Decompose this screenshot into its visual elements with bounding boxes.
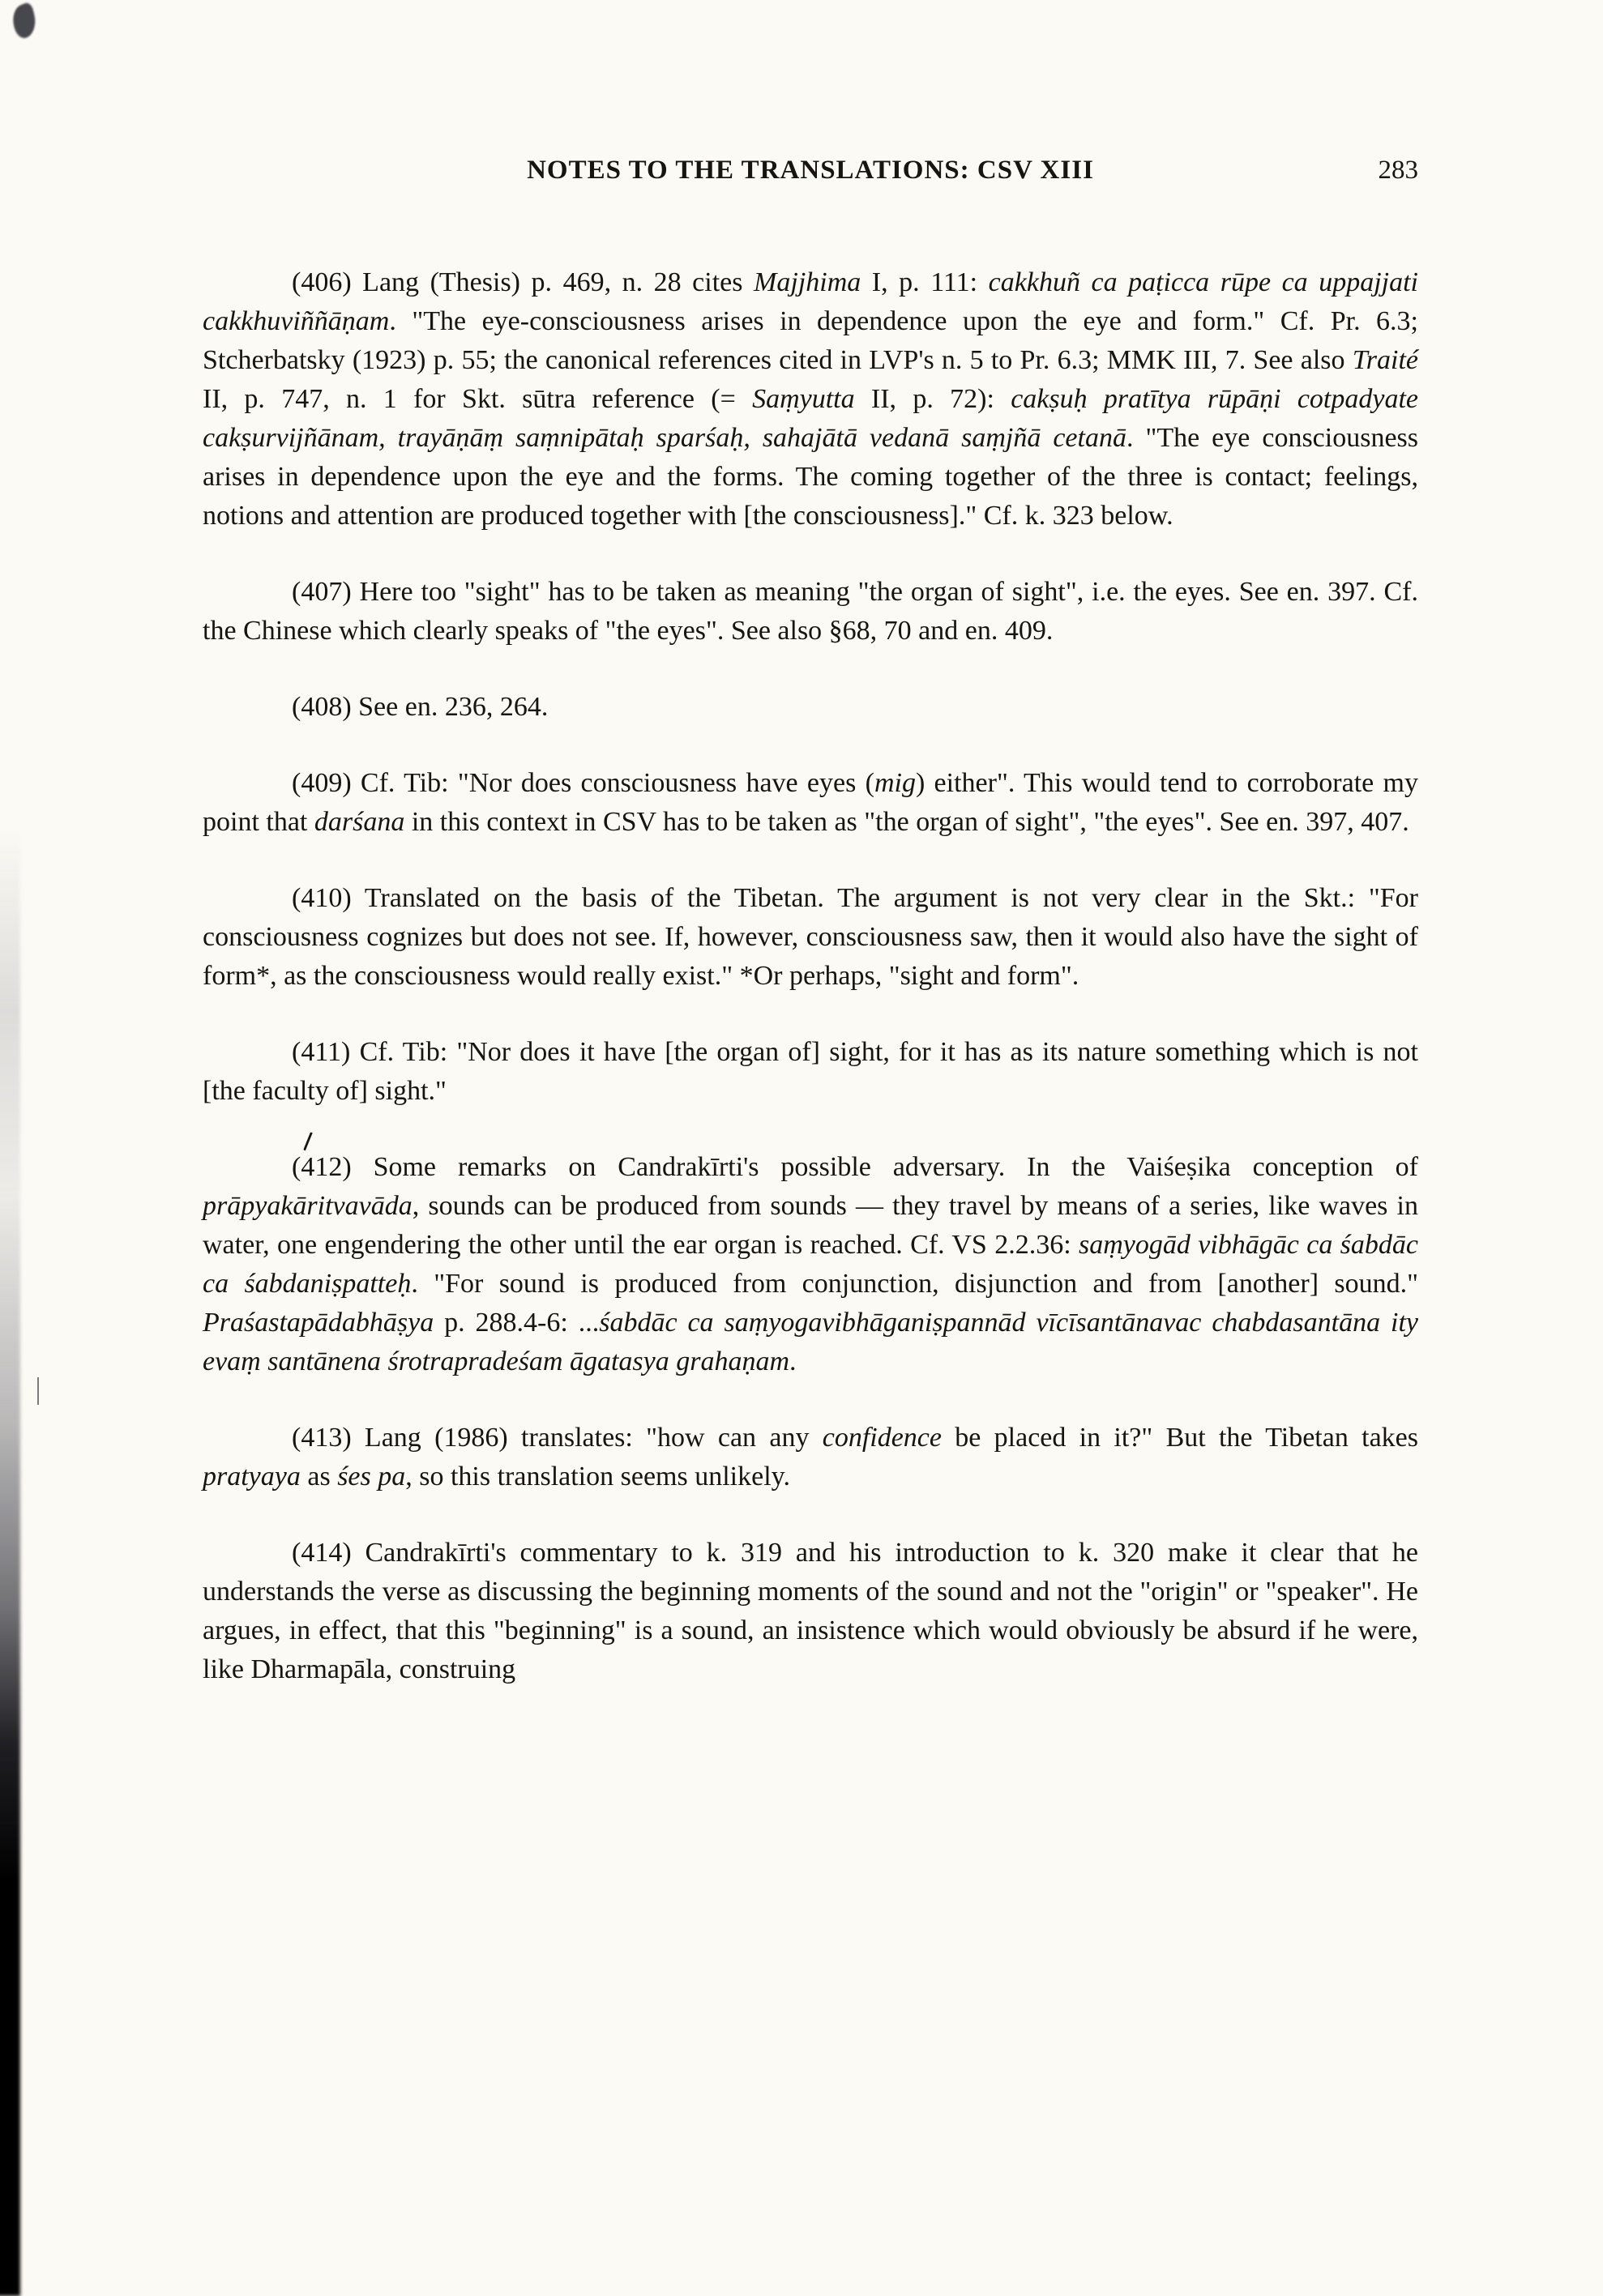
text-run: (407) Here too "sight" has to be taken as meaning "the organ of sight", i.e. the eyes. See en. 397. Cf. the Chinese which clearly speaks of "the eyes". See also §68, 70 and en. 409. (203, 577, 1418, 646)
italic-run: darśana (314, 807, 405, 837)
text-run: ) either". This would tend to corroborate my point that (203, 768, 1418, 837)
text-run: (406) Lang (Thesis) p. 469, n. 28 cites (292, 267, 754, 297)
italic-run: Saṃyutta (752, 384, 855, 414)
footnote-407 (203, 573, 1418, 651)
text-run: (409) Cf. Tib: "Nor does consciousness have eyes ( (292, 768, 874, 798)
text-run: , so this translation seems unlikely. (405, 1462, 790, 1492)
text-run: . "The eye consciousness arises in dependence upon the eye and the forms. The coming together of the three is contact; feelings, notions and attention are produced together with [the consciousness]." Cf. k. 323 below. (203, 423, 1418, 531)
italic-run: Traité (1352, 345, 1418, 375)
footnote-412 (203, 1148, 1418, 1381)
text-run: . "The eye-consciousness arises in dependence upon the eye and form." Cf. Pr. 6.3; Stcherbatsky (1923) p. 55; the canonical references cited in LVP's n. 5 to Pr. 6.3; MMK III, 7. See also (203, 306, 1418, 375)
page-header (203, 156, 1418, 186)
footnote-411 (203, 1033, 1418, 1111)
italic-run: śabdāc ca saṃyogavibhāganiṣpannād vīcīsantānavac chabdasantāna ity evaṃ santānena śrotrapradeśam āgatasya grahaṇam (203, 1308, 1418, 1376)
text-run: (410) Translated on the basis of the Tibetan. The argument is not very clear in the Skt.: "For consciousness cognizes but does not see. If, however, consciousness saw, then it would also have the sight of form*, as the consciousness would really exist." *Or perhaps, "sight and form". (203, 883, 1418, 991)
page-title: NOTES TO THE TRANSLATIONS: CSV XIII (527, 156, 1094, 185)
footnote-409 (203, 764, 1418, 842)
text-block (203, 156, 1418, 1726)
text-run: I, p. 111: (861, 267, 989, 297)
footnote-408 (203, 688, 1418, 727)
text-run: (411) Cf. Tib: "Nor does it have [the organ of] sight, for it has as its nature something which is not [the faculty of] sight." (203, 1037, 1418, 1106)
text-run: (413) Lang (1986) translates: "how can any (292, 1423, 823, 1453)
binding-shadow (0, 0, 20, 2296)
italic-run: prāpyakāritvavāda (203, 1191, 413, 1221)
text-run: II, p. 747, n. 1 for Skt. sūtra reference (= (203, 384, 753, 414)
footnote-410 (203, 879, 1418, 996)
text-run: (414) Candrakīrti's commentary to k. 319 and his introduction to k. 320 make it clear that he understands the verse as discussing the beginning moments of the sound and not the "origin" or "speaker". He argues, in effect, that this "beginning" is a sound, an insistence which would obviously be absurd if he were, like Dharmapāla, construing (203, 1538, 1418, 1684)
text-run: as (300, 1462, 338, 1492)
italic-run: Praśastapādabhāṣya (203, 1308, 434, 1338)
text-run: p. 288.4-6: ... (434, 1308, 600, 1338)
margin-mark (37, 1377, 39, 1405)
text-run: be placed in it?" But the Tibetan takes (942, 1423, 1418, 1453)
italic-run: pratyaya (203, 1462, 301, 1492)
italic-run: śes pa (337, 1462, 406, 1492)
text-run: (412) Some remarks on Candrakīrti's possible adversary. In the Vaiśeṣika conception of (292, 1152, 1418, 1182)
text-run: . "For sound is produced from conjunction, disjunction and from [another] sound." (411, 1269, 1418, 1299)
text-run: , sounds can be produced from sounds — they travel by means of a series, like waves in water, one engendering the other until the ear organ is reached. Cf. VS 2.2.36: (203, 1191, 1418, 1260)
footnote-406 (203, 263, 1418, 536)
text-run: in this context in CSV has to be taken as "the organ of sight", "the eyes". See en. 397, 407. (404, 807, 1409, 837)
footnote-413 (203, 1419, 1418, 1496)
page-number: 283 (1378, 156, 1418, 185)
pen-mark (303, 1132, 322, 1154)
italic-run: mig (874, 768, 916, 798)
italic-run: cakkhuñ ca paṭicca rūpe ca uppajjati cakkhuviññāṇam (203, 267, 1419, 336)
italic-run: confidence (822, 1423, 942, 1453)
italic-run: Majjhima (754, 267, 861, 297)
notes-container (203, 263, 1418, 1689)
text-run: II, p. 72): (854, 384, 1011, 414)
footnote-414 (203, 1534, 1418, 1689)
italic-run: saṃyogād vibhāgāc ca śabdāc ca śabdaniṣpatteḥ (203, 1230, 1419, 1299)
text-run: (408) See en. 236, 264. (292, 692, 549, 722)
italic-run: cakṣuḥ pratītya rūpāṇi cotpadyate cakṣurvijñānam, trayāṇāṃ saṃnipātaḥ sparśaḥ, sahajātā vedanā saṃjñā cetanā (203, 384, 1419, 453)
text-run: . (789, 1346, 797, 1376)
